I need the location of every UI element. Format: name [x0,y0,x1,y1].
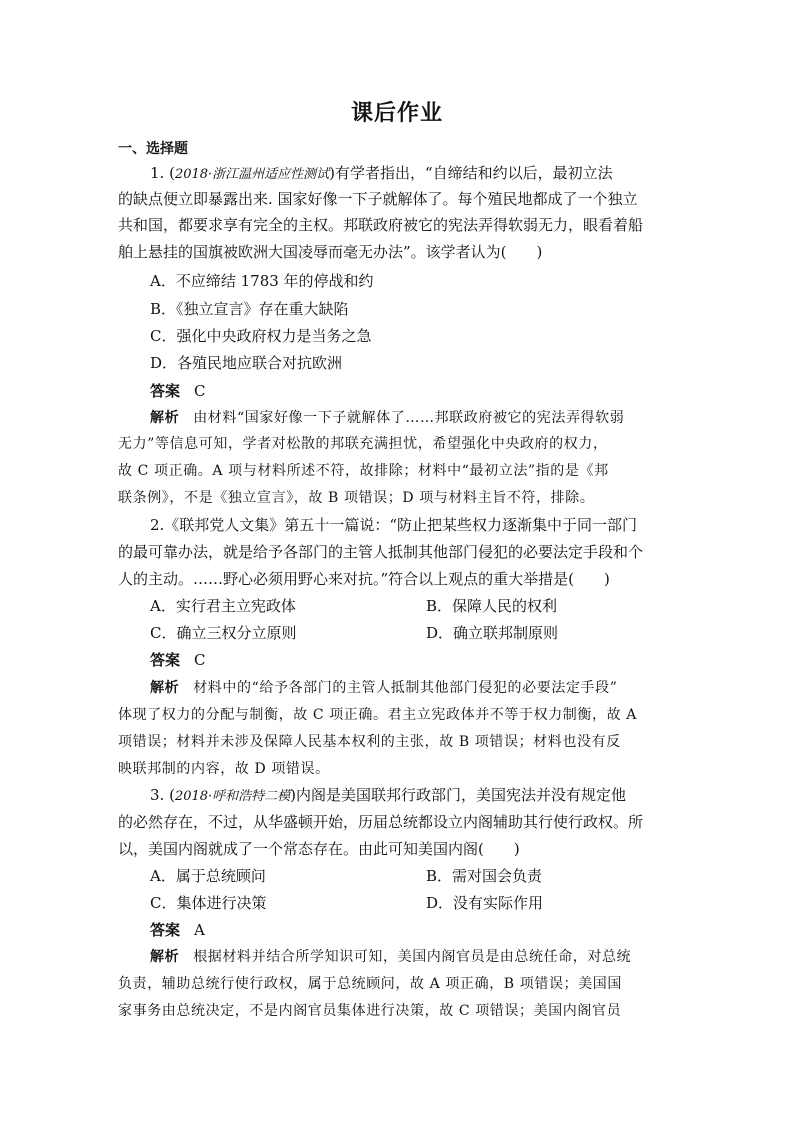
answer-label: 答案 [150,382,181,400]
analysis-label: 解析 [150,680,180,696]
q2-option-b: B．保障人民的权利 [426,597,558,615]
q1-answer: 答案 C [150,382,206,400]
q1-stem-line-1: 1. (2018·浙江温州适应性测试)有学者指出，“自缔结和约以后，最初立法 [150,164,613,182]
q1-analysis-line-3: 故 C 项正确。A 项与材料所述不符，故排除；材料中“最初立法”指的是《邦 [118,463,609,479]
analysis-label: 解析 [150,410,180,426]
q3-stem-line-1: 3. (2018·呼和浩特二模)内阁是美国联邦行政部门，美国宪法并没有规定他 [150,786,627,804]
q2-option-c: C．确立三权分立原则 [150,624,297,642]
q2-analysis-line-3: 项错误；材料并未涉及保障人民基本权利的主张，故 B 项错误；材料也没有反 [118,734,621,750]
q1-analysis-line-2: 无力”等信息可知，学者对松散的邦联充满担忧，希望强化中央政府的权力， [118,436,608,452]
q2-answer: 答案 C [150,651,206,669]
q3-option-d: D．没有实际作用 [426,894,544,912]
q1-stem-line-2: 的缺点便立即暴露出来. 国家好像一下子就解体了。每个殖民地都成了一个独立 [118,190,638,208]
q3-analysis-line-3: 家事务由总统决定，不是内阁官员集体进行决策，故 C 项错误；美国内阁官员 [118,1003,622,1019]
page-title: 课后作业 [350,101,443,126]
q1-option-c: C．强化中央政府权力是当务之急 [150,327,372,345]
q1-source: 2018·浙江温州适应性测试 [174,167,330,182]
answer-label: 答案 [150,651,181,669]
q1-option-b: B．《独立宣言》存在重大缺陷 [150,300,349,318]
q2-stem-line-2: 的最可靠办法，就是给予各部门的主管人抵制其他部门侵犯的必要法定手段和个 [118,543,644,561]
q1-stem-line-3: 共和国，都要求享有完全的主权。邦联政府被它的宪法弄得软弱无力，眼看着船 [118,216,644,234]
q2-option-d: D．确立联邦制原则 [426,624,559,642]
q3-analysis-line-2: 负责，辅助总统行使行政权，属于总统顾问，故 A 项正确，B 项错误；美国国 [118,976,622,992]
q2-stem-line-3: 人的主动。……野心必须用野心来对抗。”符合以上观点的重大举措是( ) [118,570,610,588]
answer-label: 答案 [150,921,181,939]
q2-analysis-line-2: 体现了权力的分配与制衡，故 C 项正确。君主立宪政体并不等于权力制衡，故 A [118,707,637,723]
q1-option-a: A．不应缔结 1783 年的停战和约 [150,272,374,290]
analysis-label: 解析 [150,949,180,965]
q2-analysis-line-1: 解析 材料中的“给予各部门的主管人抵制其他部门侵犯的必要法定手段” [150,680,618,696]
q3-analysis-line-1: 解析 根据材料并结合所学知识可知，美国内阁官员是由总统任命，对总统 [150,949,632,965]
q1-analysis-line-4: 联条例》，不是《独立宣言》，故 B 项错误；D 项与材料主旨不符，排除。 [118,490,595,506]
q3-source: 2018·呼和浩特二模 [174,789,291,804]
q3-answer: 答案 A [150,921,205,939]
q1-analysis-line-1: 解析 由材料“国家好像一下子就解体了……邦联政府被它的宪法弄得软弱 [150,410,625,426]
q2-stem-line-1: 2.《联邦党人文集》第五十一篇说：“防止把某些权力逐渐集中于同一部门 [150,516,637,534]
q3-stem-line-2: 的必然存在，不过，从华盛顿开始，历届总统都设立内阁辅助其行使行政权。所 [118,813,644,831]
section-heading: 一、选择题 [118,141,188,157]
q2-analysis-line-4: 映联邦制的内容，故 D 项错误。 [118,761,330,777]
q1-stem-line-4: 舶上悬挂的国旗被欧洲大国凌辱而毫无办法”。该学者认为( ) [118,243,543,261]
q3-option-c: C．集体进行决策 [150,894,267,912]
q3-option-a: A．属于总统顾问 [150,867,266,885]
q3-option-b: B．需对国会负责 [426,867,543,885]
q2-option-a: A．实行君主立宪政体 [150,597,296,615]
q1-option-d: D．各殖民地应联合对抗欧洲 [150,354,343,372]
q3-stem-line-3: 以，美国内阁就成了一个常态存在。由此可知美国内阁( ) [118,840,520,858]
